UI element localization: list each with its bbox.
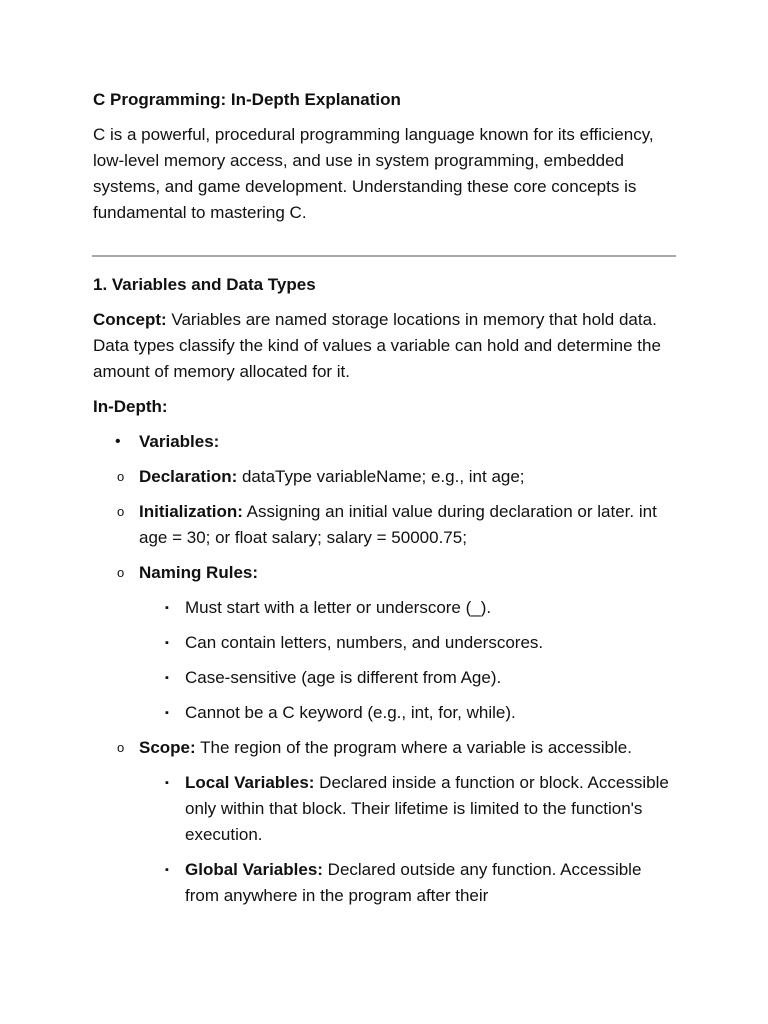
naming-rules-label: Naming Rules: xyxy=(139,563,259,582)
list-item-initialization xyxy=(117,499,678,551)
list-item-naming-rules xyxy=(117,560,678,726)
circle-marker: o xyxy=(117,565,125,580)
scope-sublist xyxy=(165,770,678,909)
square-marker: ▪ xyxy=(165,777,169,789)
square-marker: ▪ xyxy=(165,637,169,649)
declaration-label: Declaration: xyxy=(139,467,238,486)
bullet-marker: • xyxy=(115,433,121,450)
list-item-variables xyxy=(93,429,678,909)
declaration-text: dataType variableName; e.g., int age; xyxy=(237,467,525,486)
square-marker: ▪ xyxy=(165,864,169,876)
square-marker: ▪ xyxy=(165,672,169,684)
circle-marker: o xyxy=(117,469,125,484)
circle-marker: o xyxy=(117,740,125,755)
list-item-scope xyxy=(117,735,678,909)
page-title: C Programming: In-Depth Explanation xyxy=(93,90,401,109)
section-heading: 1. Variables and Data Types xyxy=(93,275,316,294)
list-item-declaration xyxy=(117,464,678,490)
square-marker: ▪ xyxy=(165,602,169,614)
horizontal-divider xyxy=(92,255,676,257)
naming-rule-text: Cannot be a C keyword (e.g., int, for, while). xyxy=(185,703,516,722)
square-marker: ▪ xyxy=(165,707,169,719)
intro-paragraph: C is a powerful, procedural programming language known for its efficiency, low-level memory access, and use in system programming, embedded systems, and game development. Understanding these core concepts is fundamental to mastering C. xyxy=(93,125,654,222)
scope-item-global xyxy=(165,857,678,909)
concept-text: Variables are named storage locations in memory that hold data. Data types classify the kind of values a variable can hold and determine the amount of memory allocated for it. xyxy=(93,310,661,381)
scope-item-local xyxy=(165,770,678,848)
naming-rule-item xyxy=(165,665,678,691)
local-variables-text: Declared inside a function or block. Accessible only within that block. Their lifetime is limited to the function's execution. xyxy=(185,773,669,844)
naming-rule-item xyxy=(165,700,678,726)
naming-rule-item xyxy=(165,595,678,621)
naming-rule-text: Must start with a letter or underscore (_). xyxy=(185,598,492,617)
concept-label: Concept: xyxy=(93,310,167,329)
naming-rule-text: Case-sensitive (age is different from Age). xyxy=(185,668,502,687)
scope-label: Scope: xyxy=(139,738,196,757)
initialization-text: Assigning an initial value during declaration or later. int age = 30; or float salary; salary = 50000.75; xyxy=(139,502,657,547)
global-variables-text: Declared outside any function. Accessible from anywhere in the program after their xyxy=(185,860,642,905)
concept-paragraph xyxy=(93,307,678,385)
scope-text: The region of the program where a variable is accessible. xyxy=(195,738,632,757)
circle-marker: o xyxy=(117,504,125,519)
in-depth-label: In-Depth: xyxy=(93,397,168,416)
in-depth-list xyxy=(93,429,678,909)
initialization-label: Initialization: xyxy=(139,502,243,521)
naming-rules-sublist xyxy=(165,595,678,726)
global-variables-label: Global Variables: xyxy=(185,860,323,879)
variables-label: Variables: xyxy=(139,432,220,451)
local-variables-label: Local Variables: xyxy=(185,773,315,792)
naming-rule-text: Can contain letters, numbers, and underscores. xyxy=(185,633,544,652)
naming-rule-item xyxy=(165,630,678,656)
variables-sublist xyxy=(117,464,678,909)
document-page xyxy=(93,87,678,918)
